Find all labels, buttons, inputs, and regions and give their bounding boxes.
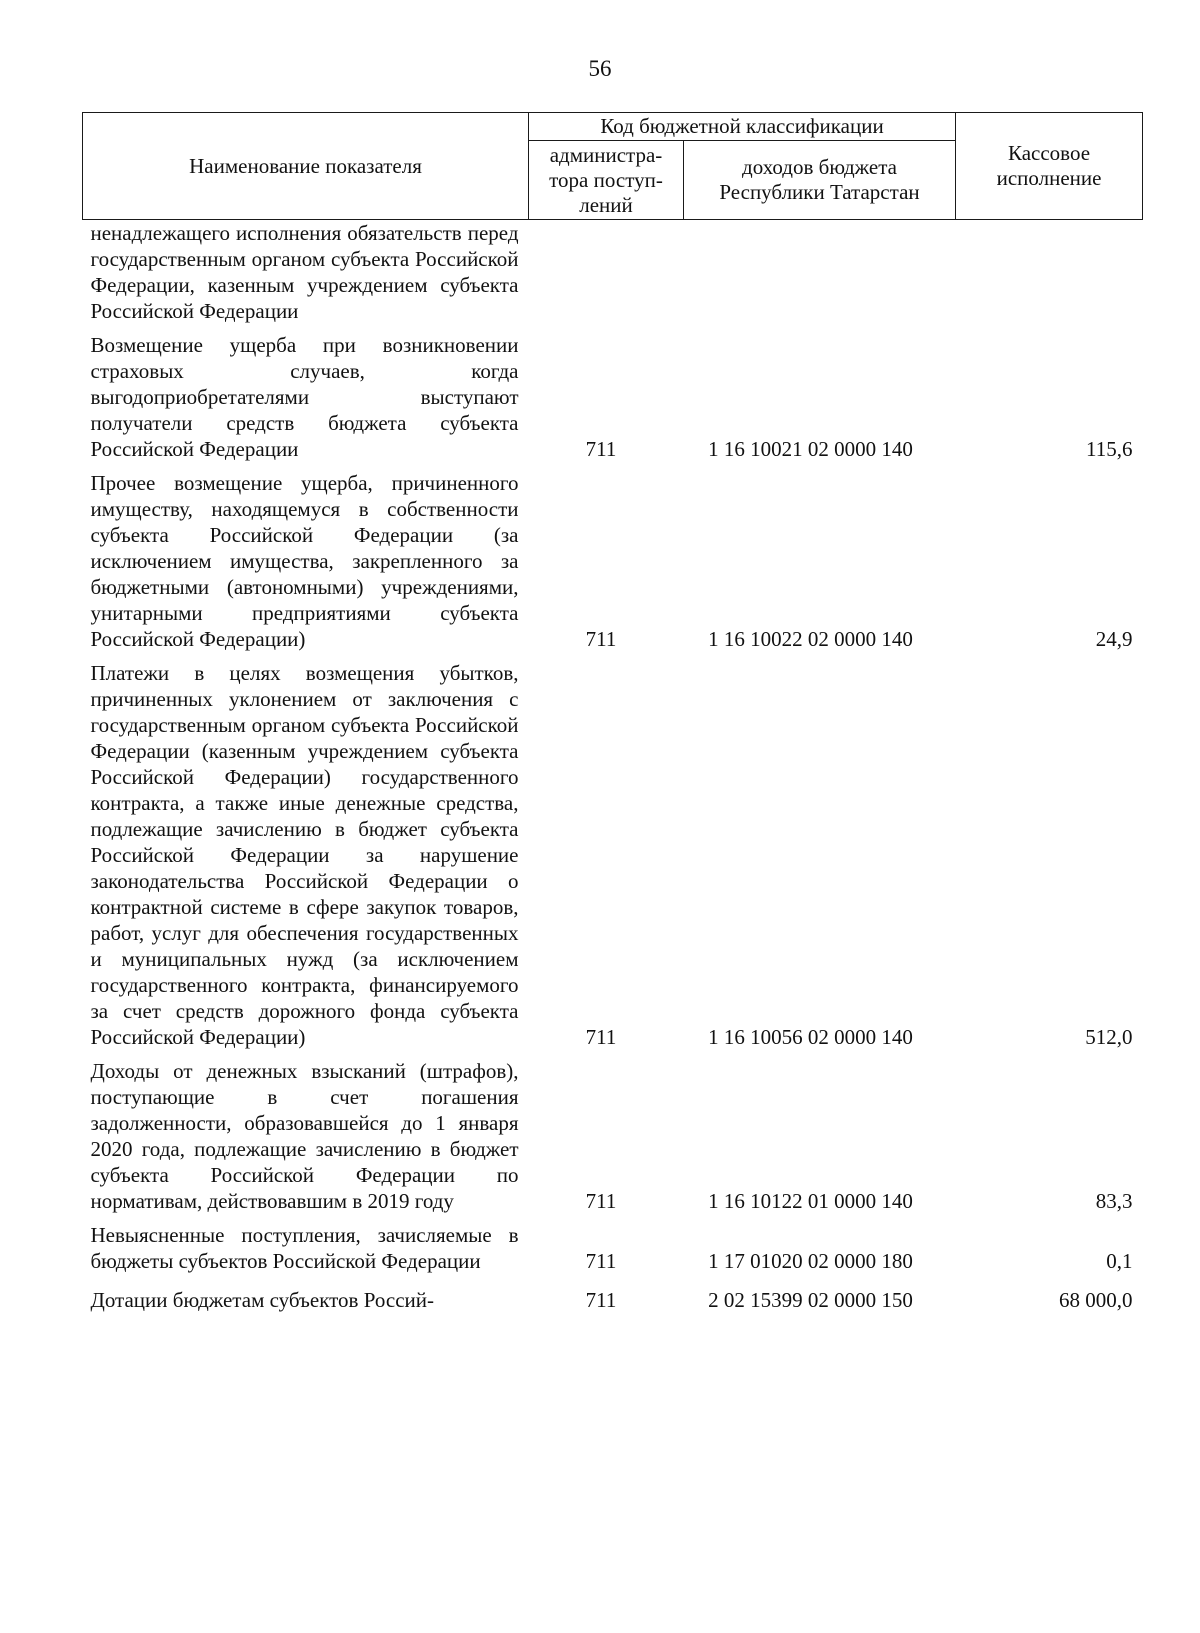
- row-exec: 83,3: [1095, 1189, 1133, 1213]
- table-row: [83, 1279, 1143, 1318]
- row-name: Доходы от денежных взысканий (штрафов), поступающие в счет погашения задолженности, образовавшейся до 1 января 2020 года, подлежащие зачислению в бюджет субъекта Российской Федерации по нормативам, действовавшим в 2019 году: [90, 1059, 519, 1213]
- row-admin: 711: [585, 627, 617, 651]
- table-row: [83, 220, 1143, 330]
- row-code: [684, 220, 956, 330]
- header-code-group: Код бюджетной классификации: [529, 113, 956, 141]
- row-name: Невыясненные поступления, зачисляемые в бюджеты субъектов Российской Федерации: [90, 1223, 519, 1273]
- row-admin: 711: [585, 437, 617, 461]
- row-code: 1 16 10056 02 0000 140: [708, 1025, 913, 1049]
- row-exec: 0,1: [1106, 1249, 1133, 1273]
- budget-table: [82, 112, 1143, 1318]
- row-exec: 24,9: [1095, 627, 1133, 651]
- page-number: 56: [588, 56, 612, 81]
- row-admin: 711: [585, 1249, 617, 1273]
- table-row: [83, 657, 1143, 1055]
- row-name: Прочее возмещение ущерба, причиненного имуществу, находящемуся в собственности субъекта Российской Федерации (за исключением имущества, закрепленного за бюджетными (автономными) учреждениями, унитарными предприятиями субъекта Российской Федерации): [90, 471, 519, 651]
- header-admin: администра-тора поступ-лений: [529, 141, 684, 220]
- table-header: [83, 113, 1143, 220]
- table-row: [83, 1055, 1143, 1219]
- row-code: 1 16 10021 02 0000 140: [708, 437, 913, 461]
- row-exec: 115,6: [1086, 437, 1133, 461]
- row-admin: 711: [585, 1025, 617, 1049]
- header-exec: Кассовое исполнение: [956, 113, 1143, 220]
- table-body: [83, 220, 1143, 1319]
- row-code: 1 16 10022 02 0000 140: [708, 627, 913, 651]
- row-exec: 512,0: [1085, 1025, 1133, 1049]
- row-name: Возмещение ущерба при возникновении страховых случаев, когда выгодоприобретателями выступают получатели средств бюджета субъекта Российской Федерации: [90, 333, 519, 461]
- table-row: [83, 1219, 1143, 1279]
- table-row: [83, 467, 1143, 657]
- row-code: 1 17 01020 02 0000 180: [708, 1249, 913, 1273]
- table-row: [83, 329, 1143, 467]
- row-exec: [956, 220, 1143, 330]
- row-code: 1 16 10122 01 0000 140: [708, 1189, 913, 1213]
- row-name: ненадлежащего исполнения обязательств перед государственным органом субъекта Российской Федерации, казенным учреждением субъекта Российской Федерации: [90, 221, 519, 323]
- row-admin: [529, 220, 684, 330]
- row-admin: 711: [585, 1189, 617, 1213]
- row-name: Платежи в целях возмещения убытков, причиненных уклонением от заключения с государственным органом субъекта Российской Федерации (казенным учреждением субъекта Российской Федерации) государственного контракта, а также иные денежные средства, подлежащие зачислению в бюджет субъекта Российской Федерации за нарушение законодательства Российской Федерации о контрактной системе в сфере закупок товаров, работ, услуг для обеспечения государственных и муниципальных нужд (за исключением государственного контракта, финансируемого за счет средств дорожного фонда субъекта Российской Федерации): [90, 661, 519, 1049]
- header-code: доходов бюджета Республики Татарстан: [684, 141, 956, 220]
- row-exec: 68 000,0: [1059, 1288, 1133, 1312]
- header-name: Наименование показателя: [83, 113, 529, 220]
- row-admin: 711: [585, 1288, 617, 1312]
- row-code: 2 02 15399 02 0000 150: [708, 1288, 913, 1312]
- row-name: Дотации бюджетам субъектов Россий-: [90, 1288, 434, 1312]
